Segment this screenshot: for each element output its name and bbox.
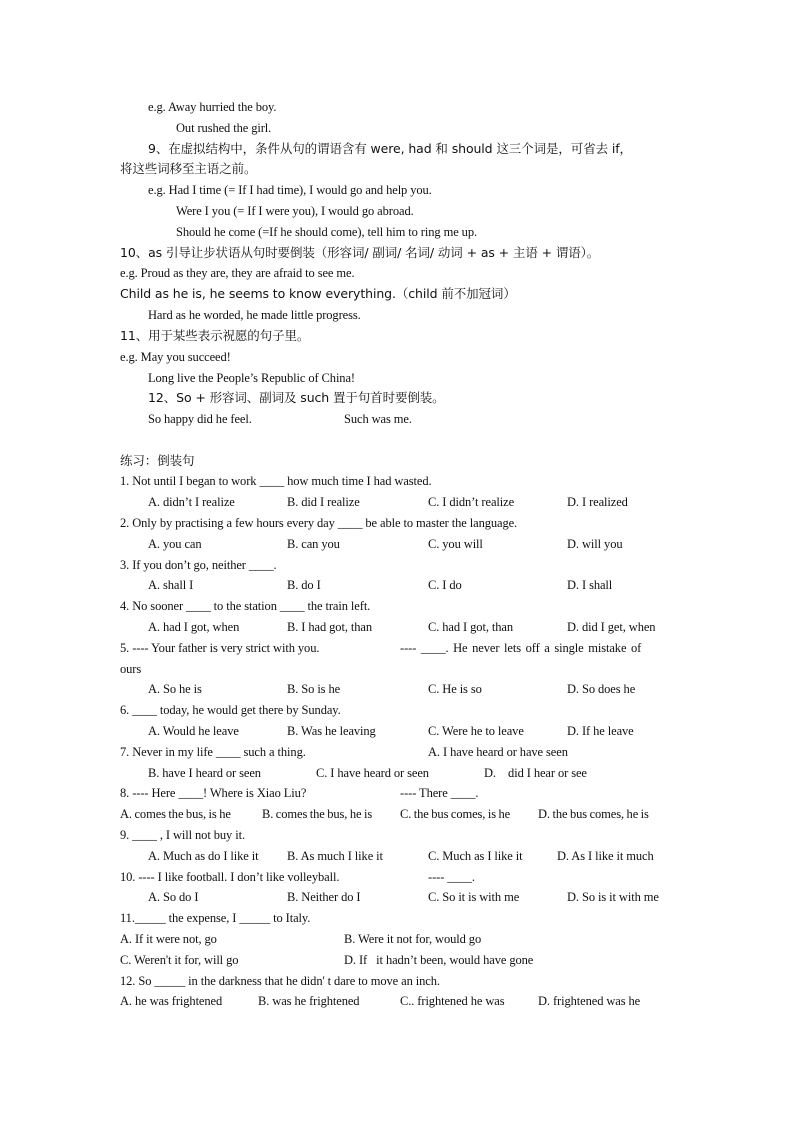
option-a: A. Much as do I like it [148,849,259,863]
example-line: e.g. Away hurried the boy. [148,100,277,114]
rule-9: 9、在虚拟结构中，条件从句的谓语含有 were, had 和 should 这三个词是，可省去 if， [148,141,632,156]
question-5: 5. ---- Your father is very strict with you. [120,641,320,655]
option-b: B. So is he [287,682,341,696]
option-d: D. As I like it much [557,849,654,863]
option-d: D. So is it with me [567,890,659,904]
rule-10: 10、as 引导让步状语从句时要倒装（形容词/ 副词/ 名词/ 动词 + as + 主语 + 谓语）。 [120,245,600,260]
option-c: C. Much as I like it [428,849,523,863]
rule-9-cont: 将这些词移至主语之前。 [120,161,257,176]
option-b: B. did I realize [287,495,360,509]
question-2: 2. Only by practising a few hours every day ____ be able to master the language. [120,516,518,530]
rule-11: 11、用于某些表示祝愿的句子里。 [120,328,310,343]
option-c: C. the bus comes, is he [400,807,511,821]
rule-12: 12、So + 形容词、副词及 such 置于句首时要倒装。 [148,390,445,405]
question-6: 6. ____ today, he would get there by Sunday. [120,703,341,717]
option-c: C. I didn’t realize [428,495,515,509]
exercise-title: 练习：倒装句 [120,453,195,468]
example-line: Hard as he worded, he made little progress. [148,308,361,322]
example-line: e.g. Proud as they are, they are afraid to see me. [120,266,355,280]
example-line: Long live the People’s Republic of China! [148,371,355,385]
option-b: B. comes the bus, he is [262,807,373,821]
option-b: B. Neither do I [287,890,361,904]
option-c: C. you will [428,537,483,551]
option-b: B. was he frightened [258,994,360,1008]
example-line: Were I you (= If I were you), I would go abroad. [176,204,414,218]
option-d: D. If he leave [567,724,634,738]
question-8-reply: ---- There ____. [400,786,479,800]
option-d: D. I shall [567,578,613,592]
option-d: D. did I get, when [567,620,656,634]
question-10-reply: ---- ____. [428,870,475,884]
option-a: A. So he is [148,682,202,696]
option-c: C. So it is with me [428,890,520,904]
option-c: C. I have heard or seen [316,766,429,780]
example-line: So happy did he feel. [148,412,252,426]
option-d: D. frightened was he [538,994,641,1008]
option-c: C.. frightened he was [400,994,505,1008]
option-b: B. have I heard or seen [148,766,261,780]
option-a: A. didn’t I realize [148,495,235,509]
option-d: D. If it hadn’t been, would have gone [344,953,534,967]
option-c: C. I do [428,578,462,592]
option-d: D. will you [567,537,623,551]
question-9: 9. ____ , I will not buy it. [120,828,245,842]
option-d: D. I realized [567,495,628,509]
option-d: D. did I hear or see [484,766,587,780]
option-a: A. comes the bus, is he [120,807,231,821]
option-b: B. As much I like it [287,849,383,863]
option-b: B. Were it not for, would go [344,932,482,946]
option-a: A. you can [148,537,202,551]
question-1: 1. Not until I began to work ____ how much time I had wasted. [120,474,432,488]
option-d: D. the bus comes, he is [538,807,649,821]
option-a: A. shall I [148,578,194,592]
question-12: 12. So _____ in the darkness that he didn' t dare to move an inch. [120,974,440,988]
option-c: C. had I got, than [428,620,513,634]
option-a: A. If it were not, go [120,932,217,946]
example-line: Child as he is, he seems to know everything.（child 前不加冠词） [120,286,516,301]
example-line: Out rushed the girl. [176,121,272,135]
option-b: B. can you [287,537,340,551]
option-c: C. Were he to leave [428,724,524,738]
option-a: A. had I got, when [148,620,240,634]
option-b: B. Was he leaving [287,724,376,738]
option-b: B. I had got, than [287,620,372,634]
question-7: 7. Never in my life ____ such a thing. [120,745,306,759]
question-5-reply: ---- ____. He never lets off a single mistake of [400,641,642,655]
question-4: 4. No sooner ____ to the station ____ the train left. [120,599,371,613]
option-c: C. Weren't it for, will go [120,953,239,967]
example-line: e.g. Had I time (= If I had time), I would go and help you. [148,183,432,197]
example-line: Such was me. [344,412,412,426]
question-10: 10. ---- I like football. I don’t like volleyball. [120,870,340,884]
option-a: A. So do I [148,890,199,904]
question-8: 8. ---- Here ____! Where is Xiao Liu? [120,786,307,800]
question-5-cont: ours [120,662,142,676]
option-c: C. He is so [428,682,482,696]
option-d: D. So does he [567,682,636,696]
question-11: 11._____ the expense, I _____ to Italy. [120,911,311,925]
example-line: Should he come (=If he should come), tell him to ring me up. [176,225,477,239]
option-a: A. I have heard or have seen [428,745,568,759]
option-b: B. do I [287,578,321,592]
option-a: A. Would he leave [148,724,239,738]
question-3: 3. If you don’t go, neither ____. [120,558,277,572]
option-a: A. he was frightened [120,994,223,1008]
example-line: e.g. May you succeed! [120,350,231,364]
